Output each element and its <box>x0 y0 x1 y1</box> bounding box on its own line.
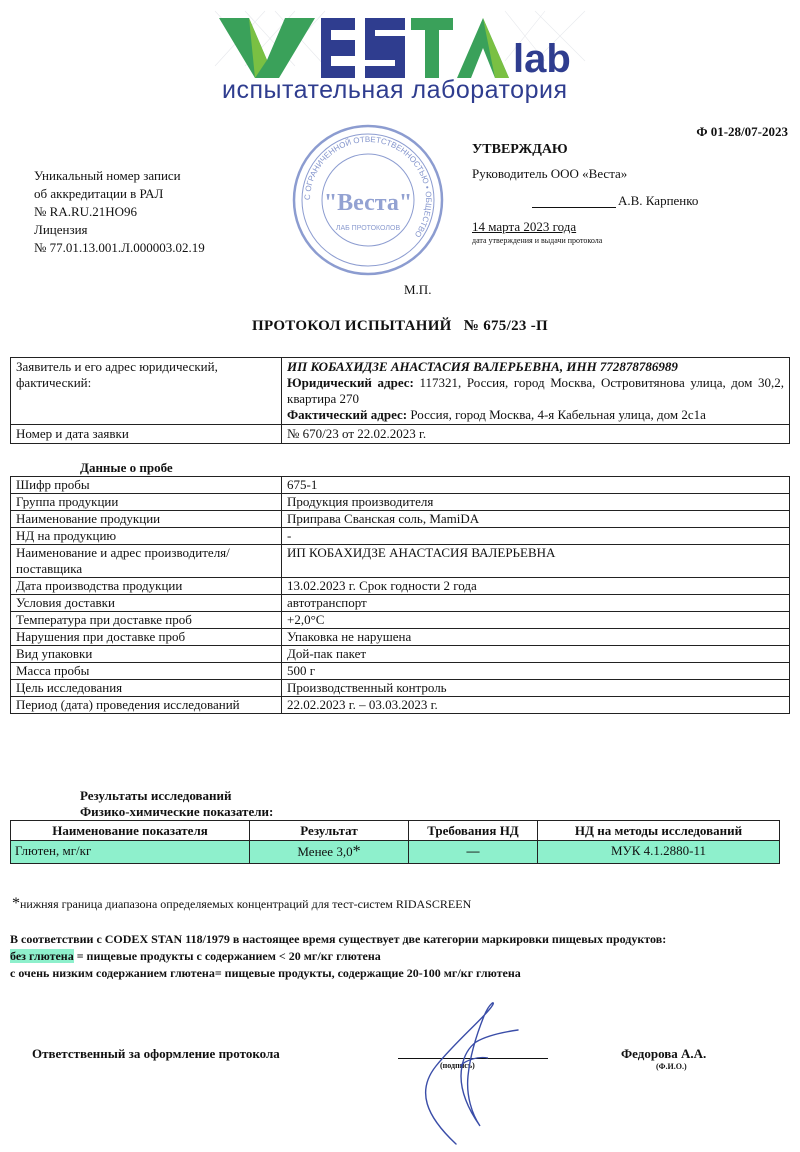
sample-value: 13.02.2023 г. Срок годности 2 года <box>282 578 790 595</box>
actual-address-value: Россия, город Москва, 4-я Кабельная улица, дом 2с1а <box>407 407 706 422</box>
mp-label: М.П. <box>404 282 432 297</box>
applicant-name: ИП КОБАХИДЗЕ АНАСТАСИЯ ВАЛЕРЬЕВНА, ИНН 772878786989 <box>287 359 678 374</box>
column-header: Наименование показателя <box>11 821 250 841</box>
result-value <box>250 841 409 864</box>
svg-text:lab: lab <box>513 37 571 81</box>
signer-caption: (Ф.И.О.) <box>656 1062 687 1071</box>
accreditation-line: Уникальный номер записи <box>34 168 181 183</box>
results-table <box>10 820 780 864</box>
table-row <box>11 663 790 680</box>
table-row <box>11 528 790 545</box>
logo-subtitle: испытательная лаборатория <box>222 76 568 104</box>
accreditation-block <box>34 167 205 257</box>
column-header: Результат <box>250 821 409 841</box>
codex-line: с очень низким содержанием глютена= пищевые продукты, содержащие 20-100 мг/кг глютена <box>10 966 521 980</box>
applicant-table <box>10 357 790 444</box>
sample-value: ИП КОБАХИДЗЕ АНАСТАСИЯ ВАЛЕРЬЕВНА <box>282 545 790 578</box>
sample-label: Дата производства продукции <box>11 578 282 595</box>
sample-label: Шифр пробы <box>11 477 282 494</box>
table-row <box>11 697 790 714</box>
stamp-bottom-text: ЛАБ ПРОТОКОЛОВ <box>335 225 401 232</box>
company-stamp <box>288 120 448 280</box>
footnote <box>12 895 471 913</box>
sample-value: Продукция производителя <box>282 494 790 511</box>
approval-block <box>472 142 699 245</box>
sample-label: Масса пробы <box>11 663 282 680</box>
sample-value: Дой-пак пакет <box>282 646 790 663</box>
sample-value: автотранспорт <box>282 595 790 612</box>
results-title: Результаты исследований <box>80 788 232 803</box>
sample-heading: Данные о пробе <box>80 460 173 475</box>
footnote-text: нижняя граница диапазона определяемых концентраций для тест-систем RIDASCREEN <box>20 897 472 911</box>
approval-name: А.В. Карпенко <box>618 193 699 208</box>
column-header: Требования НД <box>409 821 538 841</box>
results-subtitle: Физико-химические показатели: <box>80 804 274 819</box>
stamp-center-text: "Веста" <box>323 190 413 216</box>
codex-line: = пищевые продукты с содержанием < 20 мг/кг глютена <box>73 949 381 963</box>
sample-value: Приправа Сванская соль, MamiDA <box>282 511 790 528</box>
sample-value: Производственный контроль <box>282 680 790 697</box>
table-row <box>11 629 790 646</box>
codex-line: В соответствии с CODEX STAN 118/1979 в настоящее время существует две категории маркировки пищевых продуктов: <box>10 932 667 946</box>
actual-address-label: Фактический адрес: <box>287 407 408 422</box>
accreditation-line: об аккредитации в РАЛ <box>34 186 164 201</box>
form-code: Ф 01-28/07-2023 <box>696 124 788 139</box>
approval-note: дата утверждения и выдачи протокола <box>472 236 603 245</box>
sample-label: Период (дата) проведения исследований <box>11 697 282 714</box>
legal-address-value: 117321, Россия, город Москва, Островитянова улица, дом 30,2, квартира 270 <box>287 375 785 406</box>
applicant-label: Заявитель и его адрес юридический, фактический: <box>11 358 282 425</box>
table-row <box>11 477 790 494</box>
results-heading <box>80 788 273 820</box>
accreditation-line: № RA.RU.21НО96 <box>34 204 138 219</box>
table-row <box>11 358 790 425</box>
sample-label: Температура при доставке проб <box>11 612 282 629</box>
sample-table <box>10 476 790 714</box>
table-header-row <box>11 821 780 841</box>
codex-note <box>10 931 666 982</box>
legal-address-label: Юридический адрес: <box>287 375 414 390</box>
result-footnote-mark: * <box>352 843 361 860</box>
request-value: № 670/23 от 22.02.2023 г. <box>282 425 790 444</box>
result-method: МУК 4.1.2880-11 <box>538 841 780 864</box>
applicant-details <box>282 358 790 425</box>
table-row <box>11 425 790 444</box>
table-row <box>11 841 780 864</box>
accreditation-line: № 77.01.13.001.Л.000003.02.19 <box>34 240 205 255</box>
protocol-title: ПРОТОКОЛ ИСПЫТАНИЙ № 675/23 -П <box>252 318 548 334</box>
table-row <box>11 612 790 629</box>
sample-value: 500 г <box>282 663 790 680</box>
approval-title: УТВЕРЖДАЮ <box>472 142 568 157</box>
table-row <box>11 545 790 578</box>
sample-value: 22.02.2023 г. – 03.03.2023 г. <box>282 697 790 714</box>
table-row <box>11 511 790 528</box>
table-row <box>11 646 790 663</box>
sample-label: Вид упаковки <box>11 646 282 663</box>
result-value-text: Менее 3,0 <box>297 844 353 859</box>
accreditation-line: Лицензия <box>34 222 88 237</box>
signature-caption: (подпись) <box>440 1061 475 1070</box>
signer-name: Федорова А.А. <box>621 1046 707 1061</box>
column-header: НД на методы исследований <box>538 821 780 841</box>
handwritten-signature <box>396 996 536 1146</box>
result-requirement: — <box>409 841 538 864</box>
sample-value: 675-1 <box>282 477 790 494</box>
sample-label: Группа продукции <box>11 494 282 511</box>
sample-label: Наименование продукции <box>11 511 282 528</box>
table-row <box>11 578 790 595</box>
responsible-label: Ответственный за оформление протокола <box>32 1046 280 1061</box>
sample-label: НД на продукцию <box>11 528 282 545</box>
footnote-mark: * <box>12 895 20 912</box>
svg-text:С ОГРАНИЧЕННОЙ ОТВЕТСТВЕННОСТЬ <box>303 135 433 239</box>
approval-date: 14 марта 2023 года <box>472 219 577 234</box>
approval-head: Руководитель ООО «Веста» <box>472 166 628 181</box>
sample-label: Цель исследования <box>11 680 282 697</box>
request-label: Номер и дата заявки <box>11 425 282 444</box>
gluten-free-highlight: без глютена <box>10 949 74 963</box>
sample-label: Условия доставки <box>11 595 282 612</box>
table-row <box>11 494 790 511</box>
sample-value: +2,0°С <box>282 612 790 629</box>
table-row <box>11 595 790 612</box>
sample-label: Наименование и адрес производителя/ поставщика <box>11 545 282 578</box>
sample-value: Упаковка не нарушена <box>282 629 790 646</box>
result-name: Глютен, мг/кг <box>11 841 250 864</box>
stamp-ring-text: С ОГРАНИЧЕННОЙ ОТВЕТСТВЕННОСТЬЮ • ОБЩЕСТВО <box>302 134 434 239</box>
approval-signature-line <box>532 207 616 208</box>
sample-label: Нарушения при доставке проб <box>11 629 282 646</box>
table-row <box>11 680 790 697</box>
sample-value: - <box>282 528 790 545</box>
